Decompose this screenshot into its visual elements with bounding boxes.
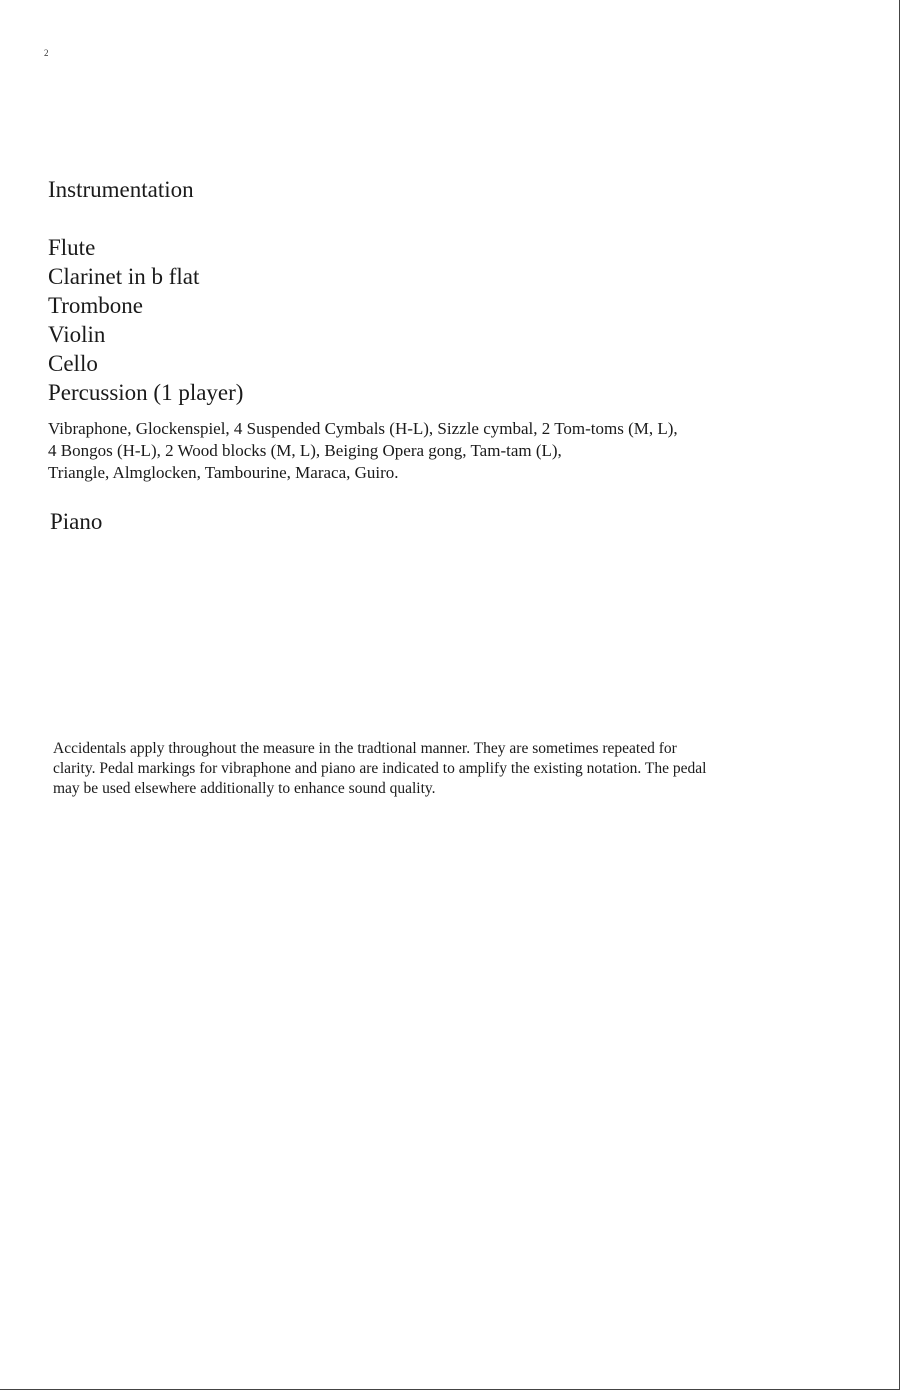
instrument-item-violin: Violin [48, 322, 106, 347]
percussion-detail-line: Triangle, Almglocken, Tambourine, Maraca, Guiro. [48, 463, 399, 482]
instrument-item-piano: Piano [50, 509, 103, 534]
instrument-item-flute: Flute [48, 235, 96, 260]
percussion-detail-line: 4 Bongos (H-L), 2 Wood blocks (M, L), Beiging Opera gong, Tam-tam (L), [48, 441, 562, 460]
page-number: 2 [44, 48, 49, 58]
performance-notes-line: may be used elsewhere additionally to enhance sound quality. [53, 780, 436, 797]
instrument-item-trombone: Trombone [48, 293, 143, 318]
instrument-list [48, 233, 243, 407]
instrumentation-heading: Instrumentation [48, 177, 194, 202]
instrument-item-percussion: Percussion (1 player) [48, 380, 244, 405]
instrument-item-clarinet: Clarinet in b flat [48, 264, 200, 289]
performance-notes-line: Accidentals apply throughout the measure in the tradtional manner. They are sometimes repeated for [53, 740, 677, 757]
percussion-detail [48, 418, 808, 484]
percussion-detail-line: Vibraphone, Glockenspiel, 4 Suspended Cymbals (H-L), Sizzle cymbal, 2 Tom-toms (M, L), [48, 419, 678, 438]
performance-notes [53, 739, 823, 799]
instrument-item-cello: Cello [48, 351, 98, 376]
performance-notes-line: clarity. Pedal markings for vibraphone and piano are indicated to amplify the existing notation. The pedal [53, 760, 707, 777]
